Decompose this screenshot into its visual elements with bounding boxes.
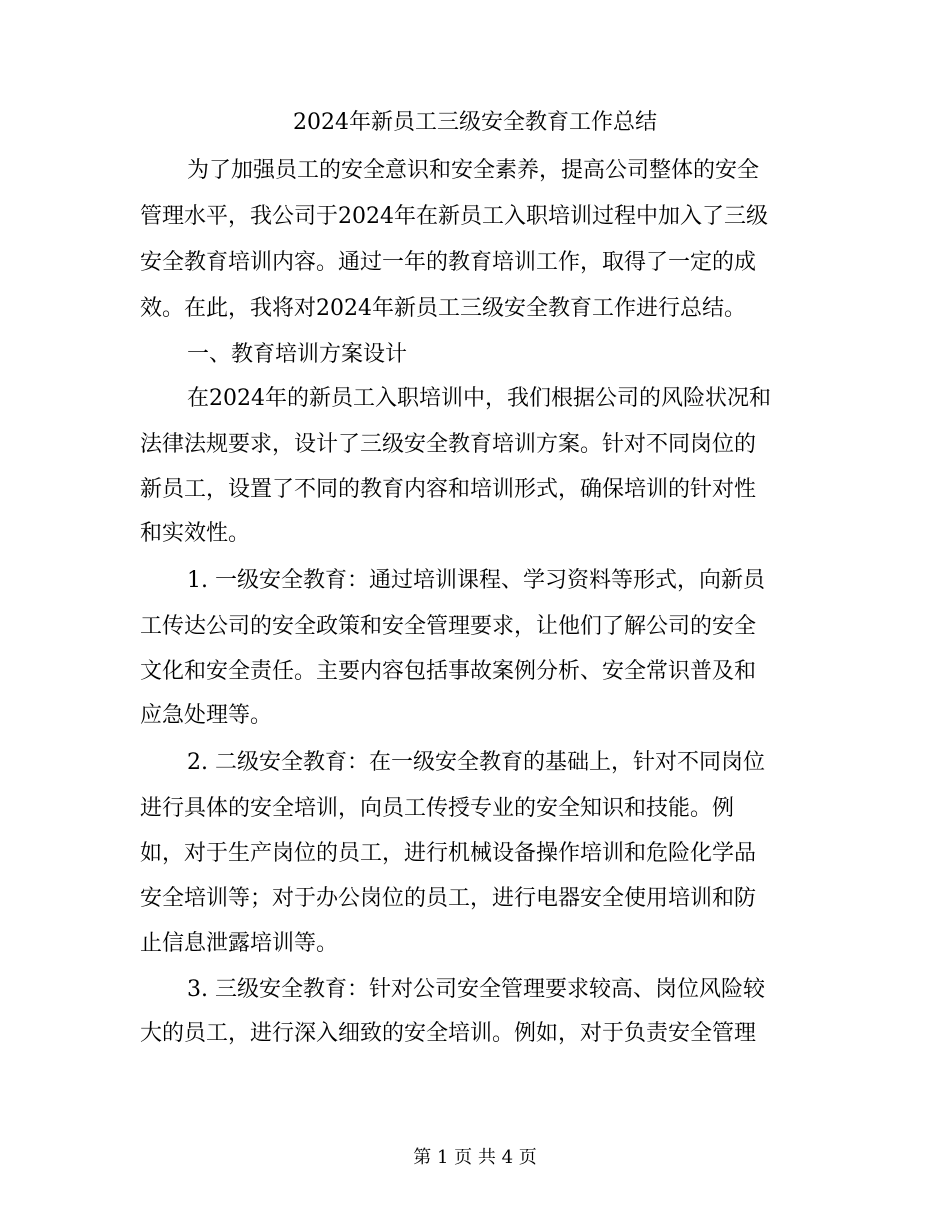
paragraph-1-line-1: 为了加强员工的安全意识和安全素养，提高公司整体的安全 xyxy=(187,158,760,183)
page-footer: 第 1 页 共 4 页 xyxy=(413,1147,537,1168)
paragraph-2-line-2: 法律法规要求，设计了三级安全教育培训方案。针对不同岗位的 xyxy=(140,432,757,457)
item-1-line-3: 文化和安全责任。主要内容包括事故案例分析、安全常识普及和 xyxy=(140,659,757,684)
paragraph-1-line-3: 安全教育培训内容。通过一年的教育培训工作，取得了一定的成 xyxy=(140,250,757,275)
item-3-line-1: 3. 三级安全教育：针对公司安全管理要求较高、岗位风险较 xyxy=(187,977,765,1002)
item-2-line-3: 如，对于生产岗位的员工，进行机械设备操作培训和危险化学品 xyxy=(140,841,757,866)
paragraph-2-line-1: 在2024年的新员工入职培训中，我们根据公司的风险状况和 xyxy=(187,386,771,411)
item-2-line-2: 进行具体的安全培训，向员工传授专业的安全知识和技能。例 xyxy=(140,796,735,821)
paragraph-1-line-2: 管理水平，我公司于2024年在新员工入职培训过程中加入了三级 xyxy=(140,204,768,229)
paragraph-2-line-3: 新员工，设置了不同的教育内容和培训形式，确保培训的针对性 xyxy=(140,477,757,502)
item-1-line-2: 工传达公司的安全政策和安全管理要求，让他们了解公司的安全 xyxy=(140,614,757,639)
paragraph-1-line-4: 效。在此，我将对2024年新员工三级安全教育工作进行总结。 xyxy=(140,296,746,321)
section-heading-1: 一、教育培训方案设计 xyxy=(187,342,408,367)
paragraph-2-line-4: 和实效性。 xyxy=(140,521,251,546)
item-3-line-2: 大的员工，进行深入细致的安全培训。例如，对于负责安全管理 xyxy=(140,1021,757,1046)
item-1-line-4: 应急处理等。 xyxy=(140,703,273,728)
item-2-line-5: 止信息泄露培训等。 xyxy=(140,931,339,956)
item-2-line-4: 安全培训等；对于办公岗位的员工，进行电器安全使用培训和防 xyxy=(140,886,757,911)
item-2-line-1: 2. 二级安全教育：在一级安全教育的基础上，针对不同岗位 xyxy=(187,750,765,775)
document-title: 2024年新员工三级安全教育工作总结 xyxy=(293,110,657,135)
item-1-line-1: 1. 一级安全教育：通过培训课程、学习资料等形式，向新员 xyxy=(187,568,765,593)
